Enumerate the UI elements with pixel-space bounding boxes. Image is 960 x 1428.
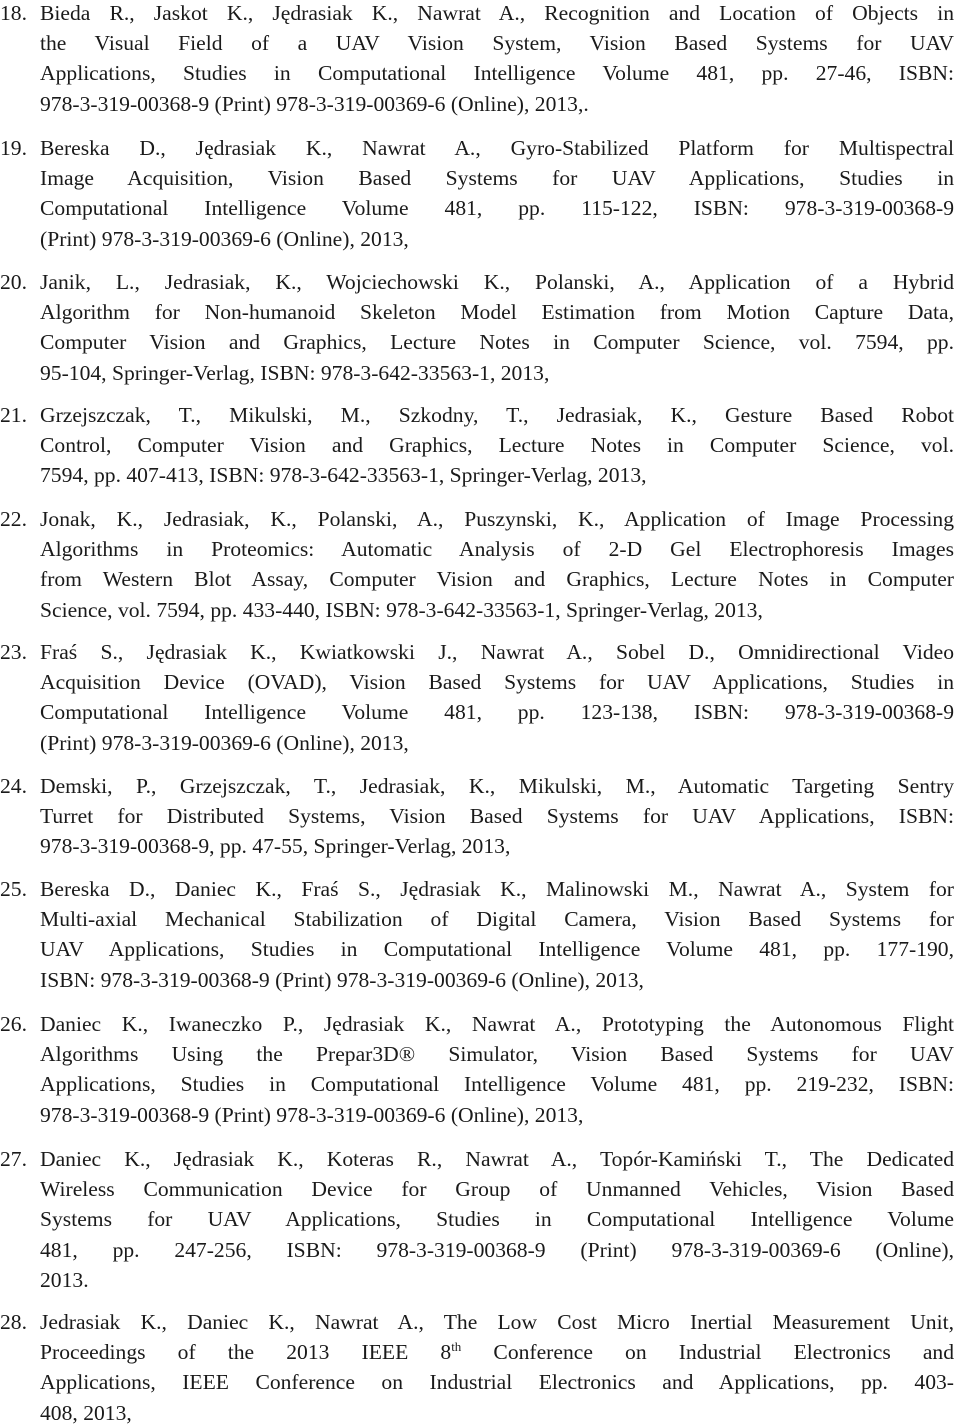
reference-text-line: UAV Applications, Studies in Computational Intelligence Volume 481, pp. 177-190, xyxy=(40,937,954,962)
reference-text-line: (Print) 978-3-319-00369-6 (Online), 2013, xyxy=(40,226,409,251)
reference-number: 21. xyxy=(0,403,27,427)
reference-text-line: Fraś S., Jędrasiak K., Kwiatkowski J., Nawrat A., Sobel D., Omnidirectional Video xyxy=(40,640,954,664)
reference-text-line: Acquisition Device (OVAD), Vision Based Systems for UAV Applications, Studies in xyxy=(40,670,954,695)
reference-text-line: Computational Intelligence Volume 481, pp. 123-138, ISBN: 978-3-319-00368-9 xyxy=(40,700,954,725)
reference-number: 27. xyxy=(0,1147,27,1171)
reference-text-line: Algorithm for Non-humanoid Skeleton Model Estimation from Motion Capture Data, xyxy=(40,300,954,325)
reference-text-segment: Conference on Industrial Electronics and xyxy=(461,1340,955,1365)
reference-number: 23. xyxy=(0,640,27,664)
reference-number: 22. xyxy=(0,507,27,531)
reference-text-line: 7594, pp. 407-413, ISBN: 978-3-642-33563-1, Springer-Verlag, 2013, xyxy=(40,463,647,488)
reference-text-line: Demski, P., Grzejszczak, T., Jedrasiak, K., Mikulski, M., Automatic Targeting Sentry xyxy=(40,774,954,798)
reference-text-line: Wireless Communication Device for Group of Unmanned Vehicles, Vision Based xyxy=(40,1177,954,1202)
reference-text-line: Daniec K., Iwaneczko P., Jędrasiak K., Nawrat A., Prototyping the Autonomous Flight xyxy=(40,1012,954,1036)
reference-number: 26. xyxy=(0,1012,27,1036)
reference-text-line: 95-104, Springer-Verlag, ISBN: 978-3-642-33563-1, 2013, xyxy=(40,360,550,385)
reference-text-line: Algorithms in Proteomics: Automatic Analysis of 2-D Gel Electrophoresis Images xyxy=(40,537,954,562)
reference-text-line: 978-3-319-00368-9 (Print) 978-3-319-00369-6 (Online), 2013, xyxy=(40,1102,584,1127)
reference-number: 28. xyxy=(0,1310,27,1334)
reference-text-line: Applications, Studies in Computational Intelligence Volume 481, pp. 219-232, ISBN: xyxy=(40,1072,954,1097)
reference-text-line: Applications, IEEE Conference on Industrial Electronics and Applications, pp. 403- xyxy=(40,1370,954,1395)
reference-text-line: Turret for Distributed Systems, Vision Based Systems for UAV Applications, ISBN: xyxy=(40,804,954,829)
reference-text-line: Grzejszczak, T., Mikulski, M., Szkodny, T., Jedrasiak, K., Gesture Based Robot xyxy=(40,403,954,427)
reference-text-line: 2013. xyxy=(40,1267,89,1292)
reference-text-line: (Print) 978-3-319-00369-6 (Online), 2013, xyxy=(40,730,409,755)
reference-text-line: Janik, L., Jedrasiak, K., Wojciechowski K., Polanski, A., Application of a Hybrid xyxy=(40,270,954,294)
reference-text-line: Algorithms Using the Prepar3D® Simulator, Vision Based Systems for UAV xyxy=(40,1042,954,1067)
reference-text-line: 408, 2013, xyxy=(40,1400,132,1425)
reference-text-line: Science, vol. 7594, pp. 433-440, ISBN: 978-3-642-33563-1, Springer-Verlag, 2013, xyxy=(40,597,763,622)
reference-number: 24. xyxy=(0,774,27,798)
reference-text-line: 978-3-319-00368-9, pp. 47-55, Springer-Verlag, 2013, xyxy=(40,834,511,859)
reference-text-line: Image Acquisition, Vision Based Systems for UAV Applications, Studies in xyxy=(40,166,954,191)
reference-text-line: Control, Computer Vision and Graphics, Lecture Notes in Computer Science, vol. xyxy=(40,433,954,458)
reference-text-line: from Western Blot Assay, Computer Vision and Graphics, Lecture Notes in Computer xyxy=(40,567,954,592)
reference-text-line: the Visual Field of a UAV Vision System, Vision Based Systems for UAV xyxy=(40,31,954,56)
reference-text-segment: Proceedings of the 2013 IEEE 8 xyxy=(40,1340,452,1365)
reference-text-line: Computational Intelligence Volume 481, pp. 115-122, ISBN: 978-3-319-00368-9 xyxy=(40,196,954,221)
reference-number: 20. xyxy=(0,270,27,294)
reference-text-line: Applications, Studies in Computational Intelligence Volume 481, pp. 27-46, ISBN: xyxy=(40,61,954,86)
reference-text-line: Daniec K., Jędrasiak K., Koteras R., Nawrat A., Topór-Kamiński T., The Dedicated xyxy=(40,1147,954,1171)
reference-number: 19. xyxy=(0,136,27,160)
reference-text-line xyxy=(40,1337,954,1367)
reference-text-line: 481, pp. 247-256, ISBN: 978-3-319-00368-9 (Print) 978-3-319-00369-6 (Online), xyxy=(40,1237,954,1262)
reference-text-line: ISBN: 978-3-319-00368-9 (Print) 978-3-319-00369-6 (Online), 2013, xyxy=(40,967,644,992)
reference-text-line: Bereska D., Jędrasiak K., Nawrat A., Gyro-Stabilized Platform for Multispectral xyxy=(40,136,954,160)
reference-text-line: 978-3-319-00368-9 (Print) 978-3-319-00369-6 (Online), 2013,. xyxy=(40,91,589,116)
reference-text-line: Computer Vision and Graphics, Lecture Notes in Computer Science, vol. 7594, pp. xyxy=(40,330,954,355)
reference-text-line: Multi-axial Mechanical Stabilization of Digital Camera, Vision Based Systems for xyxy=(40,907,954,932)
reference-text-line: Jedrasiak K., Daniec K., Nawrat A., The Low Cost Micro Inertial Measurement Unit, xyxy=(40,1310,954,1334)
reference-number: 18. xyxy=(0,1,27,25)
reference-number: 25. xyxy=(0,877,27,901)
reference-text-line: Systems for UAV Applications, Studies in Computational Intelligence Volume xyxy=(40,1207,954,1232)
ordinal-superscript: th xyxy=(451,1339,462,1355)
reference-text-line: Jonak, K., Jedrasiak, K., Polanski, A., Puszynski, K., Application of Image Processing xyxy=(40,507,954,531)
reference-text-line: Bieda R., Jaskot K., Jędrasiak K., Nawrat A., Recognition and Location of Objects in xyxy=(40,1,954,25)
reference-text-line: Bereska D., Daniec K., Fraś S., Jędrasiak K., Malinowski M., Nawrat A., System for xyxy=(40,877,954,901)
